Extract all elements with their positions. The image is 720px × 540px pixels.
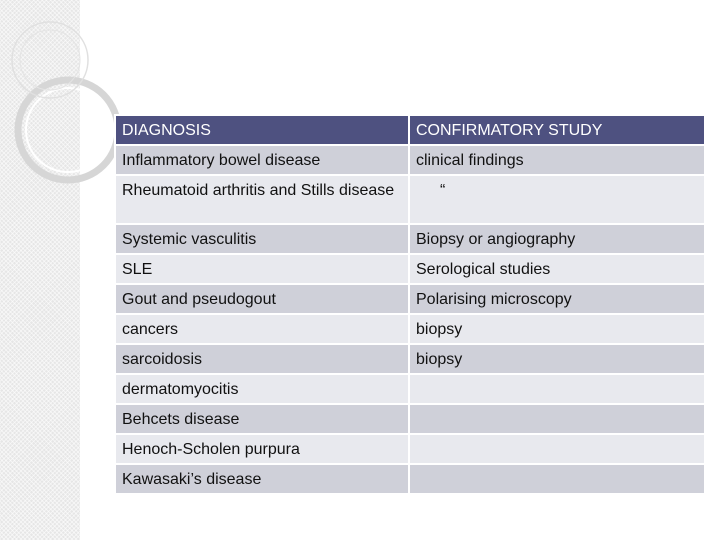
header-diagnosis: DIAGNOSIS xyxy=(115,115,409,145)
study-cell: biopsy xyxy=(409,344,705,374)
ditto-mark: “ xyxy=(440,182,446,199)
table-row xyxy=(115,404,705,434)
study-cell xyxy=(409,404,705,434)
table-row xyxy=(115,145,705,175)
diagnosis-cell: Systemic vasculitis xyxy=(115,224,409,254)
table-row xyxy=(115,175,705,224)
diagnosis-cell: Henoch-Scholen purpura xyxy=(115,434,409,464)
diagnosis-cell: sarcoidosis xyxy=(115,344,409,374)
diagnosis-cell: SLE xyxy=(115,254,409,284)
study-cell xyxy=(409,434,705,464)
diagnosis-cell: Behcets disease xyxy=(115,404,409,434)
table-row xyxy=(115,284,705,314)
table-header-row xyxy=(115,115,705,145)
diagnosis-cell: cancers xyxy=(115,314,409,344)
diagnosis-cell: dermatomyocitis xyxy=(115,374,409,404)
study-cell: clinical findings xyxy=(409,145,705,175)
diagnosis-cell: Kawasaki’s disease xyxy=(115,464,409,494)
study-cell xyxy=(409,464,705,494)
table-row xyxy=(115,464,705,494)
study-cell: Biopsy or angiography xyxy=(409,224,705,254)
table-row xyxy=(115,314,705,344)
diagnosis-table xyxy=(114,114,706,495)
header-confirmatory-study: CONFIRMATORY STUDY xyxy=(409,115,705,145)
table-row xyxy=(115,224,705,254)
diagnosis-cell: Rheumatoid arthritis and Stills disease xyxy=(115,175,409,224)
study-cell: biopsy xyxy=(409,314,705,344)
table-row xyxy=(115,344,705,374)
table-row xyxy=(115,254,705,284)
study-cell: Serological studies xyxy=(409,254,705,284)
diagnosis-cell: Inflammatory bowel disease xyxy=(115,145,409,175)
study-cell: Polarising microscopy xyxy=(409,284,705,314)
study-cell xyxy=(409,374,705,404)
study-cell xyxy=(409,175,705,224)
table-row xyxy=(115,434,705,464)
table-row xyxy=(115,374,705,404)
diagnosis-cell: Gout and pseudogout xyxy=(115,284,409,314)
